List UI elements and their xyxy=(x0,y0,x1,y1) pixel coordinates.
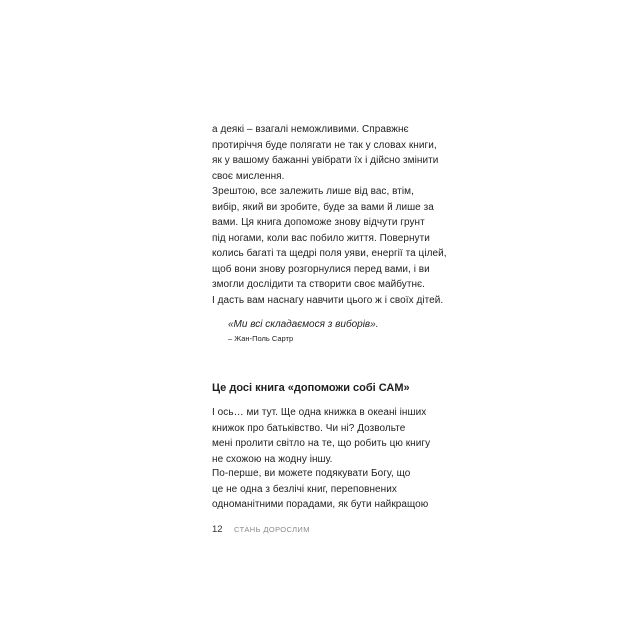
text-line: змогли дослідити та створити своє майбутнє. xyxy=(212,279,426,290)
text-line: колись багаті та щедрі поля уяви, енергії та цілей, xyxy=(212,248,447,259)
paragraph-4 xyxy=(212,466,428,513)
paragraph-1 xyxy=(212,122,438,184)
text-line: По-перше, ви можете подякувати Богу, що xyxy=(212,468,411,479)
quote-text: «Ми всі складаємося з виборів». xyxy=(228,319,379,330)
text-line: І ось… ми тут. Ще одна книжка в океані інших xyxy=(212,407,427,418)
epigraph-quote xyxy=(228,318,378,346)
quote-author: – Жан-Поль Сартр xyxy=(228,334,294,343)
text-line: вибір, який ви зробите, буде за вами й лише за xyxy=(212,201,434,213)
paragraph-3 xyxy=(212,405,430,467)
text-line: щоб вони знову розгорнулися перед вами, і ви xyxy=(212,263,430,275)
text-line: своє мислення. xyxy=(212,170,285,182)
text-line: не схожою на жодну іншу. xyxy=(212,453,333,465)
running-title: СТАНЬ ДОРОСЛИМ xyxy=(234,525,310,534)
text-line: мені пролити світло на те, що робить цю книгу xyxy=(212,438,431,449)
text-line: одноманітними порадами, як бути найкращою xyxy=(212,499,429,510)
text-line: це не одна з безлічі книг, переповнених xyxy=(212,483,397,495)
text-line: протиріччя буде полягати не так у словах книги, xyxy=(212,139,437,151)
section-heading: Це досі книга «допоможи собі САМ» xyxy=(212,382,410,394)
text-line: книжок про батьківство. Чи ні? Дозвольте xyxy=(212,422,406,434)
text-line: вами. Ця книга допоможе знову відчути грунт xyxy=(212,217,425,228)
page-footer xyxy=(212,519,310,537)
text-line: а деякі – взагалі неможливими. Справжнє xyxy=(212,124,409,135)
text-line: Зрештою, все залежить лише від вас, втім, xyxy=(212,186,414,197)
page-number: 12 xyxy=(212,524,223,535)
text-line: як у вашому бажанні увібрати їх і дійсно змінити xyxy=(212,155,439,166)
text-line: під ногами, коли вас побило життя. Повернути xyxy=(212,232,430,244)
paragraph-2 xyxy=(212,184,447,308)
text-line: І дасть вам наснагу навчити цього ж і своїх дітей. xyxy=(212,294,444,306)
